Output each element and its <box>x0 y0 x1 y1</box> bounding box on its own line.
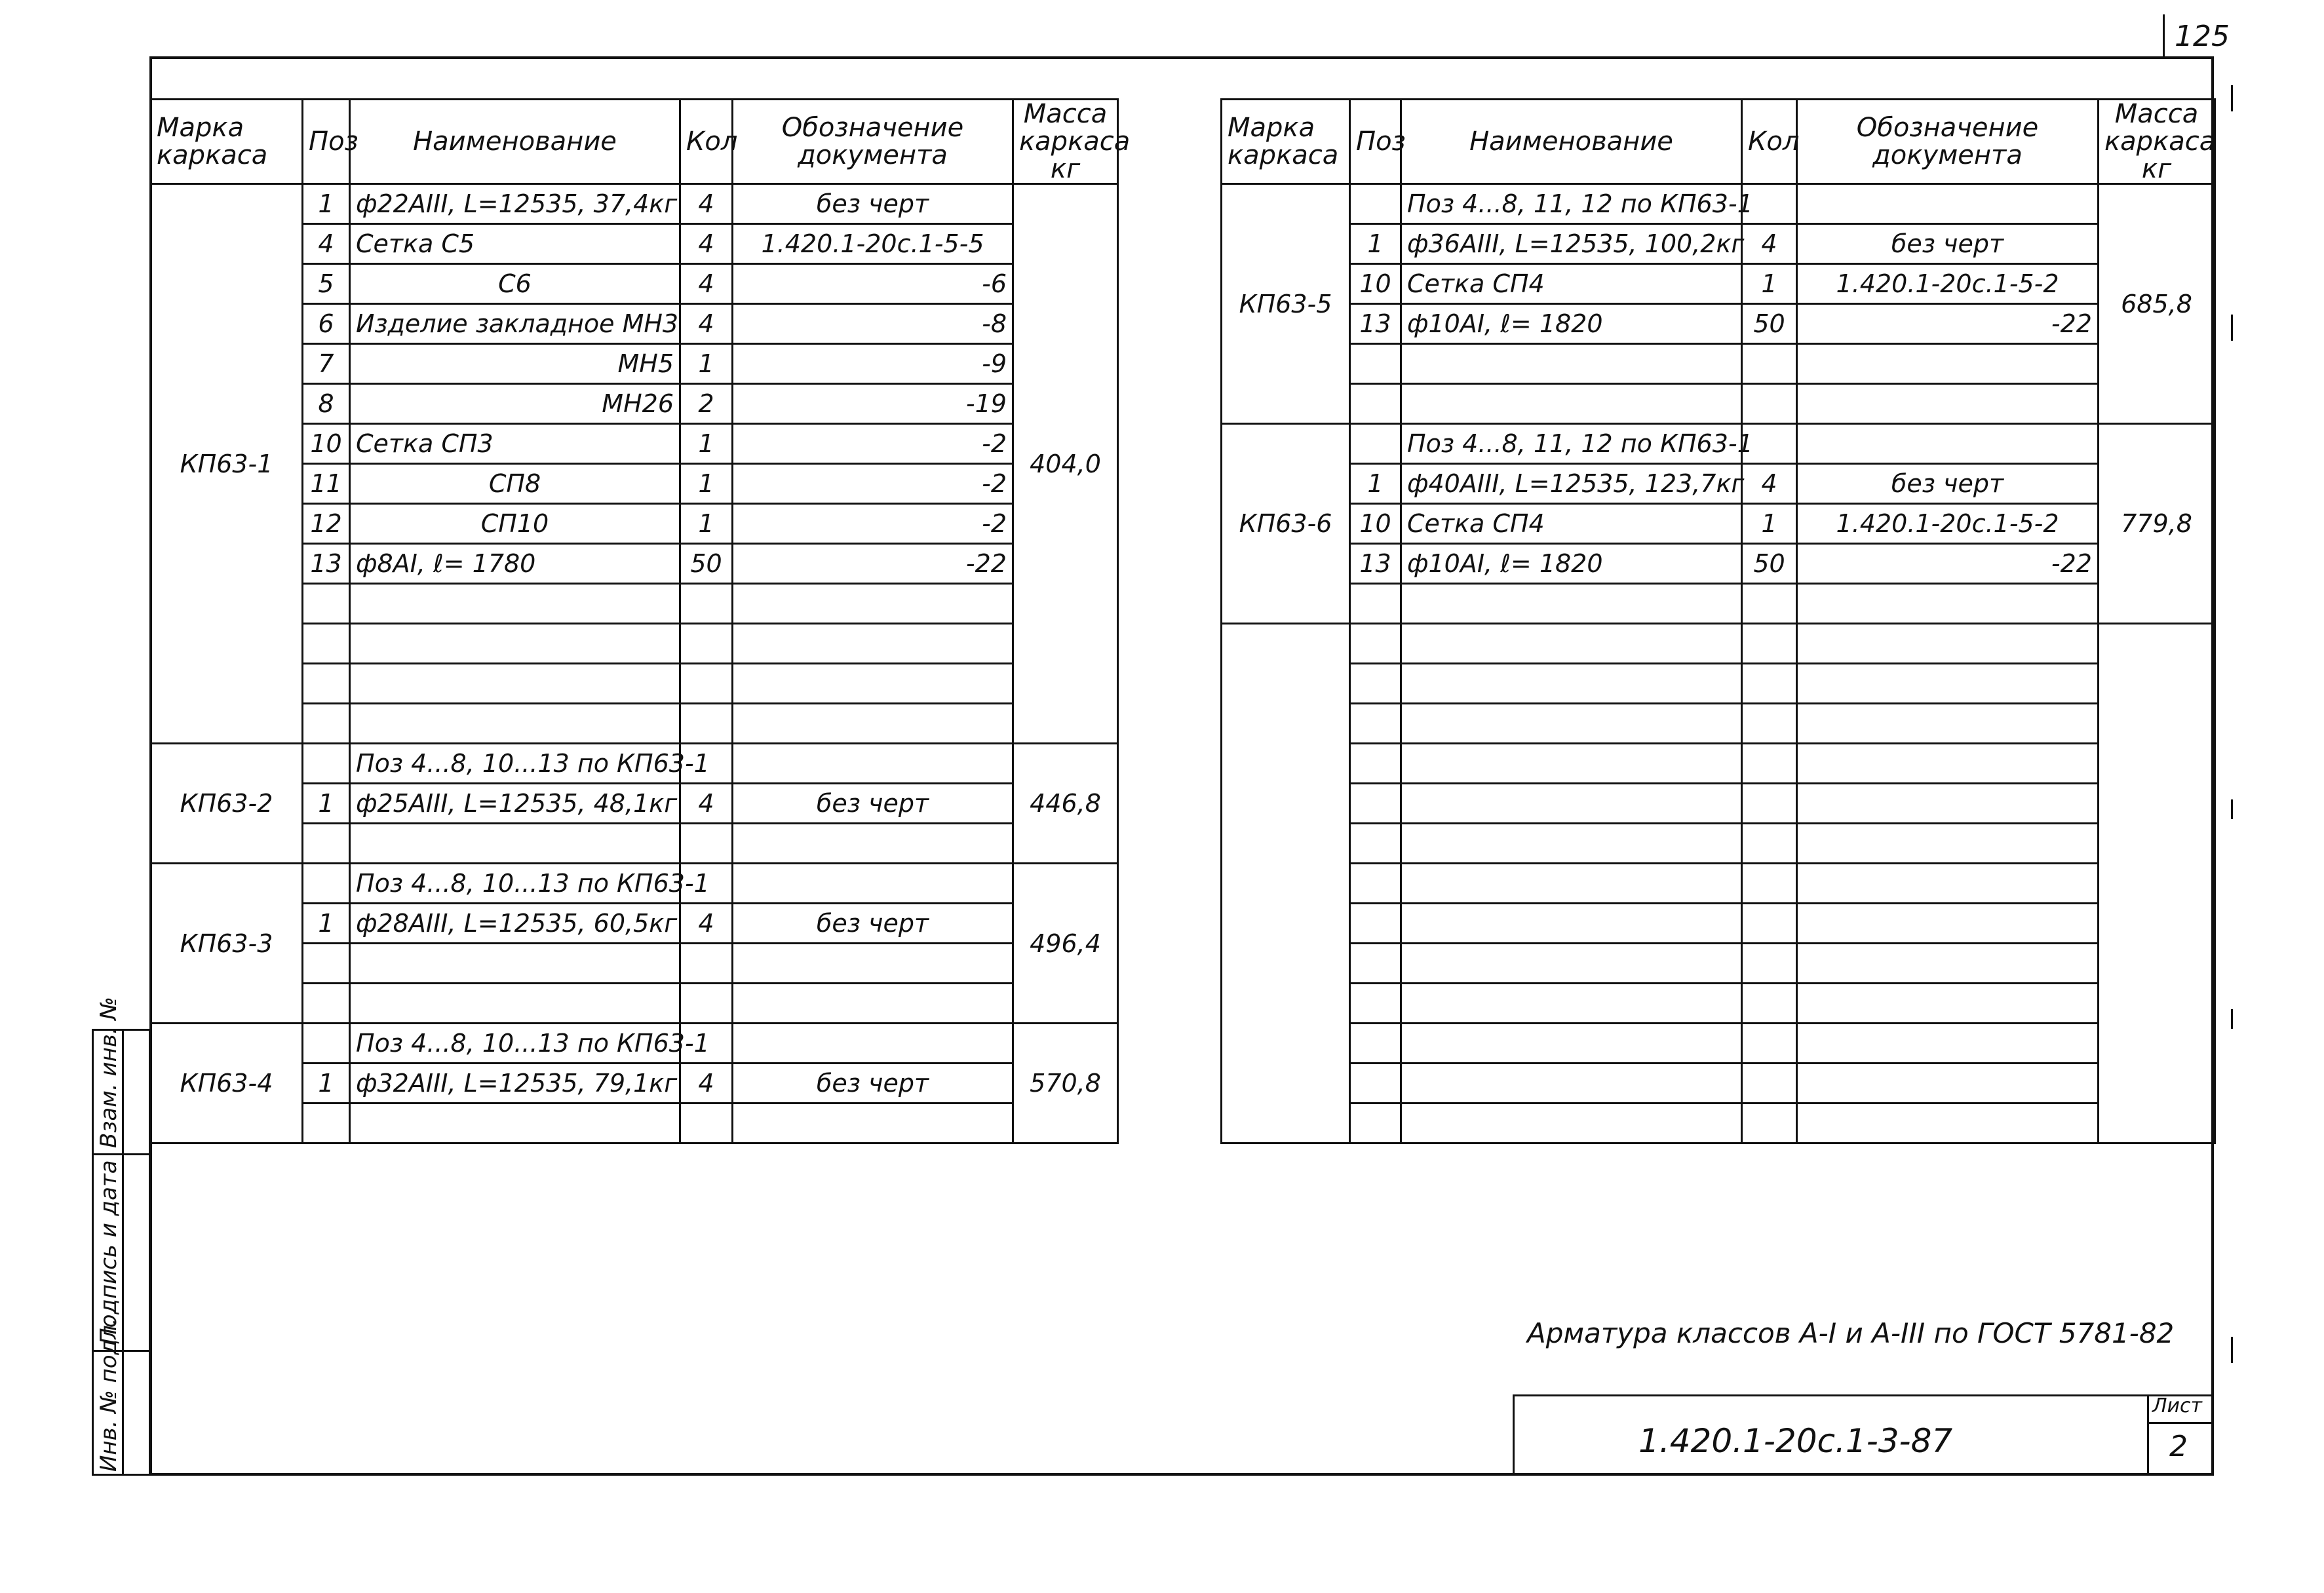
sheet-box-number: 2 <box>2169 1430 2188 1463</box>
frame-mark-cell: КП63-6 <box>1222 424 1350 624</box>
name-cell <box>350 1104 680 1143</box>
document-cell: без черт <box>733 784 1013 824</box>
quantity-cell: 4 <box>680 184 733 224</box>
frame-mark-cell: КП63-5 <box>1222 184 1350 424</box>
position-cell: 6 <box>303 304 350 344</box>
document-cell: -2 <box>733 424 1013 464</box>
spec-empty-row <box>1222 704 2215 744</box>
name-cell <box>1401 384 1742 424</box>
name-cell <box>350 944 680 984</box>
position-cell: 1 <box>303 184 350 224</box>
document-cell: 1.420.1-20с.1-5-2 <box>1797 504 2099 544</box>
name-cell: Поз 4...8, 10...13 по КП63-1 <box>350 744 680 784</box>
quantity-cell: 1 <box>680 504 733 544</box>
quantity-cell <box>680 944 733 984</box>
name-cell <box>1401 824 1742 864</box>
name-cell: Поз 4...8, 10...13 по КП63-1 <box>350 1024 680 1064</box>
position-cell: 13 <box>1350 304 1401 344</box>
position-cell: 10 <box>1350 504 1401 544</box>
quantity-cell: 4 <box>680 304 733 344</box>
quantity-cell: 4 <box>680 904 733 944</box>
document-code: 1.420.1-20с.1-3-87 <box>1638 1422 1953 1460</box>
quantity-cell: 4 <box>1742 224 1797 264</box>
name-cell <box>350 624 680 664</box>
reinforcement-note: Арматура классов А-I и А-III по ГОСТ 5781-82 <box>1527 1317 2175 1349</box>
position-cell <box>1350 344 1401 384</box>
position-cell <box>303 744 350 784</box>
document-cell: -6 <box>733 264 1013 304</box>
header-mark: Марка каркаса <box>1222 100 1350 184</box>
quantity-cell: 50 <box>680 544 733 584</box>
name-cell <box>1401 944 1742 984</box>
header-doc: Обозначение документа <box>1797 100 2099 184</box>
spec-empty-row <box>1222 944 2215 984</box>
position-cell <box>1350 424 1401 464</box>
document-cell: -2 <box>733 464 1013 504</box>
document-cell <box>1797 864 2099 904</box>
name-cell <box>350 984 680 1024</box>
header-qty: Кол <box>680 100 733 184</box>
quantity-cell <box>680 624 733 664</box>
name-cell: ф36АIII, L=12535, 100,2кг <box>1401 224 1742 264</box>
margin-tick <box>2231 315 2233 341</box>
name-cell: ф10АI, ℓ= 1820 <box>1401 544 1742 584</box>
position-cell <box>1350 984 1401 1024</box>
sheet-number: 125 <box>2175 20 2230 53</box>
document-cell <box>1797 784 2099 824</box>
frame-mass-cell: 446,8 <box>1013 744 1118 864</box>
name-cell: ф40АIII, L=12535, 123,7кг <box>1401 464 1742 504</box>
position-cell <box>1350 944 1401 984</box>
name-cell: МН26 <box>350 384 680 424</box>
quantity-cell <box>1742 824 1797 864</box>
name-cell: МН5 <box>350 344 680 384</box>
name-cell: ф25АIII, L=12535, 48,1кг <box>350 784 680 824</box>
document-cell <box>1797 1104 2099 1143</box>
frame-mark-cell: КП63-2 <box>151 744 303 864</box>
spec-row <box>151 864 1118 904</box>
name-cell: Сетка С5 <box>350 224 680 264</box>
quantity-cell: 2 <box>680 384 733 424</box>
document-cell <box>733 744 1013 784</box>
name-cell: ф8АI, ℓ= 1780 <box>350 544 680 584</box>
position-cell <box>1350 864 1401 904</box>
document-cell: -22 <box>733 544 1013 584</box>
document-cell <box>733 824 1013 864</box>
left-specification-table <box>149 98 1131 1144</box>
spec-empty-row <box>1222 984 2215 1024</box>
header-name: Наименование <box>1401 100 1742 184</box>
quantity-cell <box>1742 744 1797 784</box>
position-cell <box>1350 824 1401 864</box>
position-cell: 1 <box>303 904 350 944</box>
document-cell: -22 <box>1797 304 2099 344</box>
sheet-label: Лист <box>2152 1394 2203 1417</box>
name-cell <box>1401 984 1742 1024</box>
header-name: Наименование <box>350 100 680 184</box>
sheet-number-divider <box>2163 14 2165 59</box>
spec-empty-row <box>1222 1024 2215 1064</box>
quantity-cell <box>1742 944 1797 984</box>
document-cell: 1.420.1-20с.1-5-2 <box>1797 264 2099 304</box>
position-cell <box>1350 704 1401 744</box>
table-header-row <box>1222 100 2215 184</box>
quantity-cell <box>680 664 733 704</box>
document-cell: -9 <box>733 344 1013 384</box>
quantity-cell <box>1742 984 1797 1024</box>
margin-tick <box>2231 85 2233 111</box>
quantity-cell <box>1742 1064 1797 1104</box>
document-cell: без черт <box>733 904 1013 944</box>
position-cell: 13 <box>303 544 350 584</box>
document-cell <box>1797 344 2099 384</box>
quantity-cell: 50 <box>1742 544 1797 584</box>
document-cell: -2 <box>733 504 1013 544</box>
name-cell <box>350 584 680 624</box>
header-mass: Масса каркаса кг <box>1013 100 1118 184</box>
header-mass: Масса каркаса кг <box>2099 100 2215 184</box>
position-cell <box>1350 784 1401 824</box>
position-cell <box>1350 744 1401 784</box>
position-cell: 7 <box>303 344 350 384</box>
name-cell <box>1401 624 1742 664</box>
spec-row <box>151 184 1118 224</box>
frame-mass-cell: 404,0 <box>1013 184 1118 744</box>
spec-empty-row <box>1222 824 2215 864</box>
document-cell: -19 <box>733 384 1013 424</box>
quantity-cell <box>680 824 733 864</box>
frame-mass-cell: 570,8 <box>1013 1024 1118 1143</box>
document-cell <box>1797 984 2099 1024</box>
spec-empty-row <box>1222 784 2215 824</box>
position-cell <box>303 664 350 704</box>
quantity-cell: 1 <box>680 464 733 504</box>
position-cell: 10 <box>1350 264 1401 304</box>
name-cell <box>350 704 680 744</box>
position-cell: 4 <box>303 224 350 264</box>
quantity-cell <box>1742 784 1797 824</box>
position-cell <box>1350 584 1401 624</box>
quantity-cell: 4 <box>680 1064 733 1104</box>
position-cell <box>303 944 350 984</box>
quantity-cell <box>680 1104 733 1143</box>
document-cell <box>733 864 1013 904</box>
sheet-box-divider <box>2147 1422 2214 1424</box>
name-cell <box>1401 584 1742 624</box>
spec-row <box>1222 464 2215 504</box>
frame-mark-cell: КП63-1 <box>151 184 303 744</box>
quantity-cell: 4 <box>680 264 733 304</box>
document-cell <box>733 944 1013 984</box>
name-cell: ф22АIII, L=12535, 37,4кг <box>350 184 680 224</box>
margin-tick <box>2231 1337 2233 1363</box>
spec-row <box>1222 264 2215 304</box>
position-cell: 5 <box>303 264 350 304</box>
document-cell <box>733 664 1013 704</box>
position-cell: 8 <box>303 384 350 424</box>
frame-mass-cell: 779,8 <box>2099 424 2215 624</box>
name-cell: СП8 <box>350 464 680 504</box>
name-cell: Сетка СП4 <box>1401 264 1742 304</box>
document-cell <box>1797 184 2099 224</box>
name-cell: Сетка СП4 <box>1401 504 1742 544</box>
spec-row <box>1222 304 2215 344</box>
name-cell: Изделие закладное МН3 <box>350 304 680 344</box>
document-cell <box>1797 744 2099 784</box>
document-cell: без черт <box>733 1064 1013 1104</box>
name-cell <box>1401 784 1742 824</box>
name-cell: ф10АI, ℓ= 1820 <box>1401 304 1742 344</box>
position-cell: 1 <box>303 1064 350 1104</box>
position-cell <box>1350 1024 1401 1064</box>
quantity-cell <box>1742 904 1797 944</box>
document-cell: без черт <box>733 184 1013 224</box>
frame-mark-cell: КП63-4 <box>151 1024 303 1143</box>
document-cell <box>1797 584 2099 624</box>
name-cell <box>350 824 680 864</box>
spec-empty-row <box>1222 744 2215 784</box>
name-cell <box>350 664 680 704</box>
quantity-cell <box>1742 1104 1797 1143</box>
spec-row <box>1222 544 2215 584</box>
position-cell <box>303 864 350 904</box>
document-cell <box>1797 1064 2099 1104</box>
document-cell: без черт <box>1797 224 2099 264</box>
quantity-cell: 1 <box>680 344 733 384</box>
frame-mark-cell: КП63-3 <box>151 864 303 1024</box>
position-cell <box>1350 184 1401 224</box>
name-cell: Поз 4...8, 11, 12 по КП63-1 <box>1401 424 1742 464</box>
position-cell <box>1350 664 1401 704</box>
position-cell: 11 <box>303 464 350 504</box>
name-cell <box>1401 904 1742 944</box>
stamp-replacement-inventory: Взам. инв. № <box>96 997 122 1148</box>
position-cell: 1 <box>1350 224 1401 264</box>
table-header-row <box>151 100 1118 184</box>
quantity-cell <box>1742 344 1797 384</box>
position-cell <box>303 1104 350 1143</box>
quantity-cell <box>680 984 733 1024</box>
quantity-cell <box>1742 864 1797 904</box>
spec-row <box>1222 224 2215 264</box>
document-cell <box>1797 944 2099 984</box>
frame-mass-cell: 685,8 <box>2099 184 2215 424</box>
side-stamp-divider <box>92 1153 151 1155</box>
document-cell <box>1797 424 2099 464</box>
quantity-cell: 1 <box>1742 504 1797 544</box>
header-qty: Кол <box>1742 100 1797 184</box>
name-cell <box>1401 664 1742 704</box>
document-cell <box>733 624 1013 664</box>
quantity-cell <box>1742 664 1797 704</box>
document-cell <box>733 704 1013 744</box>
document-cell <box>733 984 1013 1024</box>
spec-empty-row <box>1222 384 2215 424</box>
spec-row <box>1222 184 2215 224</box>
quantity-cell: 1 <box>680 424 733 464</box>
position-cell <box>1350 624 1401 664</box>
stamp-original-inventory: Инв. № подл. <box>96 1318 122 1472</box>
position-cell <box>1350 904 1401 944</box>
document-cell <box>733 1104 1013 1143</box>
position-cell <box>303 584 350 624</box>
document-cell <box>1797 1024 2099 1064</box>
position-cell <box>303 624 350 664</box>
header-mark: Марка каркаса <box>151 100 303 184</box>
position-cell: 1 <box>1350 464 1401 504</box>
position-cell: 10 <box>303 424 350 464</box>
spec-empty-row <box>1222 344 2215 384</box>
spec-empty-row <box>1222 1104 2215 1143</box>
spec-empty-row <box>1222 664 2215 704</box>
name-cell: Поз 4...8, 11, 12 по КП63-1 <box>1401 184 1742 224</box>
quantity-cell: 4 <box>1742 464 1797 504</box>
quantity-cell: 50 <box>1742 304 1797 344</box>
position-cell <box>303 824 350 864</box>
name-cell: С6 <box>350 264 680 304</box>
margin-tick <box>2231 1009 2233 1029</box>
quantity-cell: 4 <box>680 784 733 824</box>
margin-tick <box>2231 799 2233 819</box>
quantity-cell <box>1742 704 1797 744</box>
name-cell: ф28АIII, L=12535, 60,5кг <box>350 904 680 944</box>
position-cell: 12 <box>303 504 350 544</box>
header-doc: Обозначение документа <box>733 100 1013 184</box>
document-cell: -8 <box>733 304 1013 344</box>
name-cell <box>1401 344 1742 384</box>
frame-mass-cell <box>2099 624 2215 1143</box>
document-cell <box>733 584 1013 624</box>
document-cell <box>1797 704 2099 744</box>
quantity-cell <box>1742 624 1797 664</box>
quantity-cell: 1 <box>1742 264 1797 304</box>
document-cell: 1.420.1-20с.1-5-5 <box>733 224 1013 264</box>
position-cell <box>1350 1064 1401 1104</box>
document-cell <box>1797 824 2099 864</box>
spec-empty-row <box>1222 864 2215 904</box>
name-cell: ф32АIII, L=12535, 79,1кг <box>350 1064 680 1104</box>
name-cell: СП10 <box>350 504 680 544</box>
spec-empty-row <box>1222 584 2215 624</box>
header-pos: Поз <box>303 100 350 184</box>
document-cell: без черт <box>1797 464 2099 504</box>
name-cell: Сетка СП3 <box>350 424 680 464</box>
frame-mass-cell: 496,4 <box>1013 864 1118 1024</box>
position-cell <box>1350 1104 1401 1143</box>
document-cell <box>733 1024 1013 1064</box>
header-pos: Поз <box>1350 100 1401 184</box>
right-specification-table <box>1220 98 2216 1144</box>
name-cell <box>1401 1064 1742 1104</box>
spec-row <box>151 1024 1118 1064</box>
quantity-cell <box>680 584 733 624</box>
position-cell: 1 <box>303 784 350 824</box>
quantity-cell <box>680 704 733 744</box>
position-cell <box>303 984 350 1024</box>
quantity-cell: 4 <box>680 224 733 264</box>
frame-mark-cell <box>1222 624 1350 1143</box>
name-cell <box>1401 1024 1742 1064</box>
name-cell <box>1401 744 1742 784</box>
quantity-cell <box>1742 384 1797 424</box>
spec-empty-row <box>1222 624 2215 664</box>
document-cell <box>1797 384 2099 424</box>
name-cell <box>1401 704 1742 744</box>
stamp-signature-date: Подпись и дата <box>96 1160 122 1345</box>
document-cell <box>1797 624 2099 664</box>
position-cell: 13 <box>1350 544 1401 584</box>
spec-empty-row <box>1222 904 2215 944</box>
position-cell <box>303 1024 350 1064</box>
document-cell: -22 <box>1797 544 2099 584</box>
quantity-cell <box>1742 584 1797 624</box>
document-cell <box>1797 904 2099 944</box>
name-cell: Поз 4...8, 10...13 по КП63-1 <box>350 864 680 904</box>
spec-empty-row <box>1222 1064 2215 1104</box>
position-cell <box>1350 384 1401 424</box>
quantity-cell <box>1742 1024 1797 1064</box>
document-cell <box>1797 664 2099 704</box>
spec-row <box>1222 504 2215 544</box>
name-cell <box>1401 1104 1742 1143</box>
name-cell <box>1401 864 1742 904</box>
side-stamp-column-line <box>122 1029 124 1476</box>
position-cell <box>303 704 350 744</box>
spec-row <box>1222 424 2215 464</box>
spec-row <box>151 744 1118 784</box>
